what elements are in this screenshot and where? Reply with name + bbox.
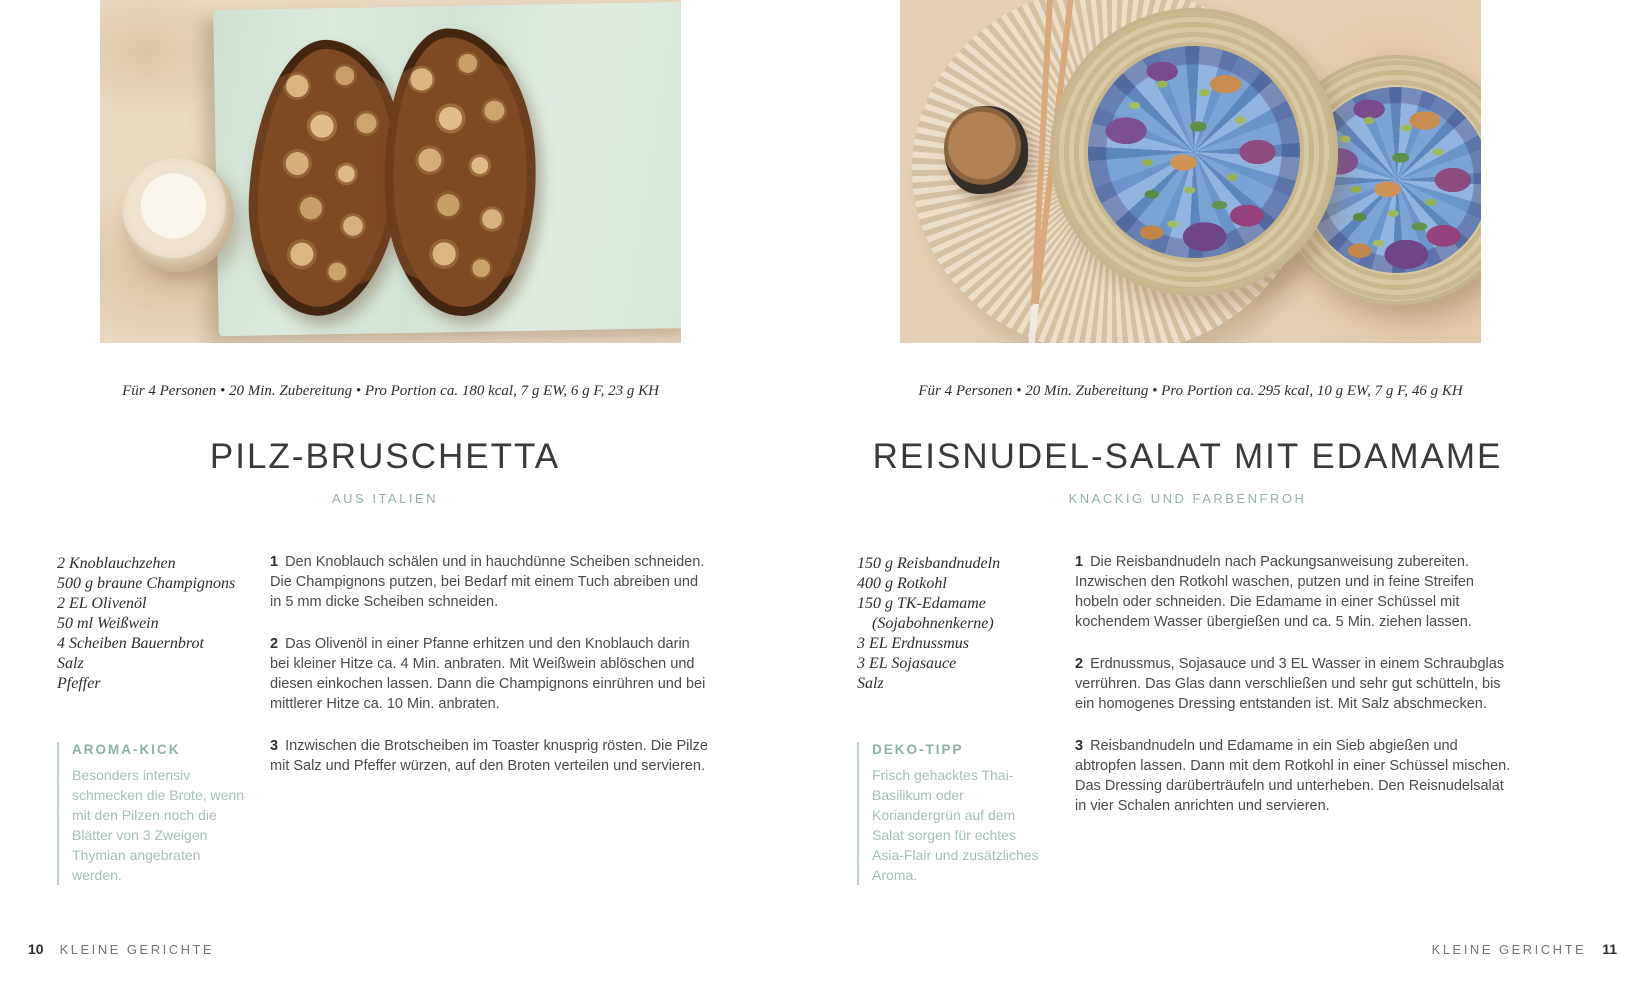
ingredient-line: Pfeffer <box>57 675 101 692</box>
tip-title: DEKO-TIPP <box>872 742 964 757</box>
recipe-step: 3 Inzwischen die Brotscheiben im Toaster knusprig rösten. Die Pilze mit Salz und Pfeffer würzen, auf den Broten verteilen und servieren. <box>270 738 708 774</box>
recipe-step: 1 Die Reisbandnudeln nach Packungsanweisung zubereiten. Inzwischen den Rotkohl waschen, putzen und in feine Streifen hobeln oder schneiden. Die Edamame in einer Schüssel mit kochendem Wasser übergießen und ca. 5 Min. ziehen lassen. <box>1075 554 1474 630</box>
step-number: 2 <box>1075 656 1084 672</box>
ingredient-line: 3 EL Erdnussmus <box>857 635 970 652</box>
recipe-photo-bruschetta <box>100 0 681 343</box>
ingredient-line: 4 Scheiben Bauernbrot <box>57 635 204 652</box>
tip-box <box>857 742 1050 885</box>
recipe-subtitle: KNACKIG UND FARBENFROH <box>1068 491 1307 506</box>
recipe-step: 2 Erdnussmus, Sojasauce und 3 EL Wasser in einem Schraubglas verrühren. Das Glas dann verschließen und sehr gut schütteln, bis ein homogenes Dressing entstanden ist. Mit Salz abschmecken. <box>1075 656 1505 712</box>
ingredient-line: Salz <box>57 655 84 672</box>
ingredient-line: 400 g Rotkohl <box>857 575 947 592</box>
recipe-meta-line: Für 4 Personen • 20 Min. Zubereitung • Pro Portion ca. 180 kcal, 7 g EW, 6 g F, 23 g KH <box>122 383 659 399</box>
recipe-title: REISNUDEL-SALAT MIT EDAMAME <box>872 437 1503 476</box>
ingredient-line: 2 EL Olivenöl <box>57 595 147 612</box>
recipe-title: PILZ-BRUSCHETTA <box>209 437 561 476</box>
tip-box <box>57 742 250 885</box>
step-number: 1 <box>1075 554 1084 570</box>
ingredient-line: (Sojabohnenkerne) <box>872 615 994 632</box>
step-number: 3 <box>270 738 279 754</box>
salt-bowl <box>122 158 234 272</box>
recipe-step: 3 Reisbandnudeln und Edamame in ein Sieb abgießen und abtropfen lassen. Dann mit dem Rotkohl in einer Schüssel mischen. Das Dressing darüberträufeln und unterheben. Den Reisnudelsalat in vier Schalen anrichten und servieren. <box>1075 738 1511 814</box>
section-label: KLEINE GERICHTE <box>59 942 215 957</box>
steps-list <box>270 552 712 798</box>
page-number: 10 <box>28 941 44 957</box>
peanut-sauce-bowl <box>944 106 1028 194</box>
ingredient-line: 500 g braune Champignons <box>57 575 236 592</box>
step-number: 3 <box>1075 738 1084 754</box>
tip-text: Besonders intensiv schmecken die Brote, wenn mit den Pilzen noch die Blätter von 3 Zweigen Thymian angebraten werden. <box>72 767 244 883</box>
ingredients-list <box>57 554 272 694</box>
tip-title: AROMA-KICK <box>72 742 181 757</box>
ingredient-line: 3 EL Sojasauce <box>857 655 957 672</box>
noodle-bowl-main <box>1050 8 1338 296</box>
noodle-salad <box>1088 46 1300 258</box>
section-label: KLEINE GERICHTE <box>1431 942 1587 957</box>
step-number: 1 <box>270 554 279 570</box>
recipe-subtitle: AUS ITALIEN <box>331 491 438 506</box>
recipe-meta-line: Für 4 Personen • 20 Min. Zubereitung • Pro Portion ca. 295 kcal, 10 g EW, 7 g F, 46 g KH <box>918 383 1463 399</box>
page-footer <box>28 941 214 957</box>
recipe-step: 1 Den Knoblauch schälen und in hauchdünne Scheiben schneiden. Die Champignons putzen, bei Bedarf mit einem Tuch abreiben und in 5 mm dicke Scheiben schneiden. <box>270 554 705 610</box>
ingredient-line: 150 g Reisbandnudeln <box>857 555 1001 572</box>
ingredient-line: Salz <box>857 675 884 692</box>
steps-list <box>1075 552 1517 838</box>
recipe-photo-noodle-salad <box>900 0 1481 343</box>
ingredient-line: 50 ml Weißwein <box>57 615 159 632</box>
ingredient-line: 150 g TK-Edamame <box>857 595 986 612</box>
recipe-step: 2 Das Olivenöl in einer Pfanne erhitzen und den Knoblauch darin bei kleiner Hitze ca. 4 Min. anbraten. Mit Weißwein ablöschen und diesen einkochen lassen. Dann die Champignons einrühren und bei mittlerer Hitze ca. 10 Min. anbraten. <box>270 636 706 712</box>
ingredients-list <box>857 554 1072 694</box>
step-number: 2 <box>270 636 279 652</box>
ingredient-line: 2 Knoblauchzehen <box>57 555 176 572</box>
page-footer <box>1432 941 1617 957</box>
page-number: 11 <box>1602 941 1617 957</box>
tip-text: Frisch gehacktes Thai-Basilikum oder Koriandergrün auf dem Salat sorgen für echtes Asia-Flair und zusätzliches Aroma. <box>872 767 1039 883</box>
